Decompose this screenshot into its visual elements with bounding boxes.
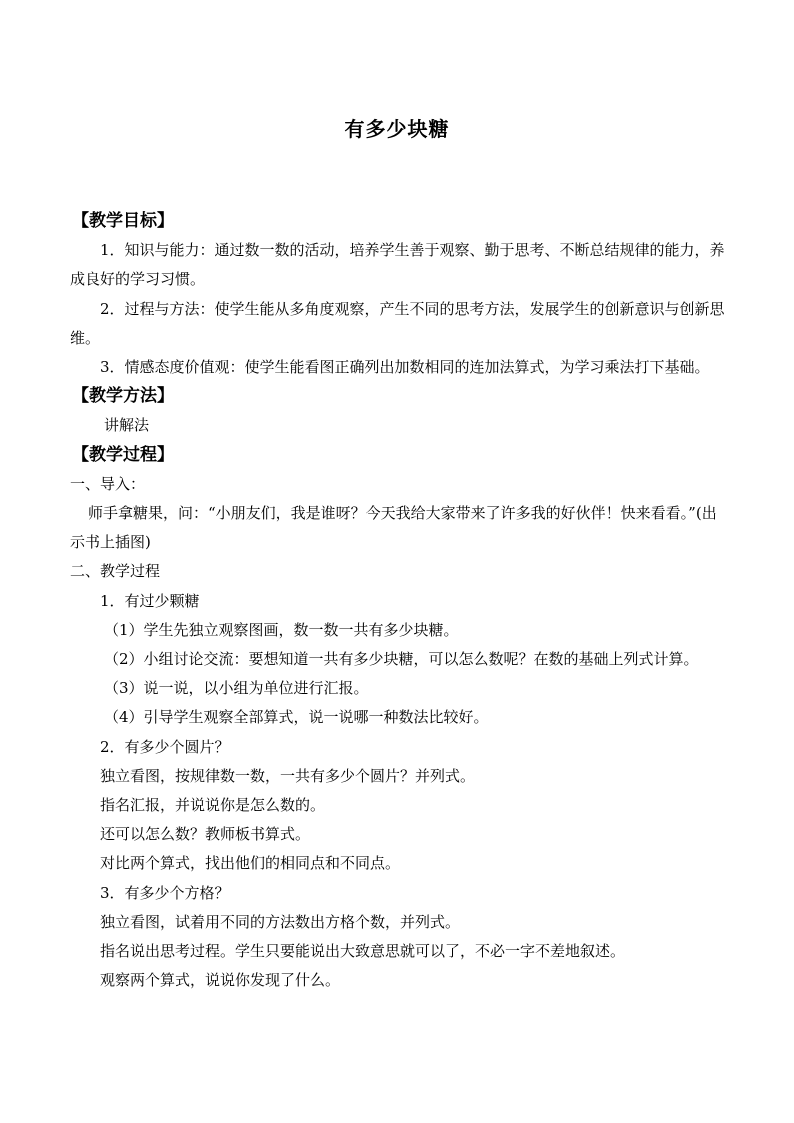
step2-item-1: 独立看图，按规律数一数，一共有多少个圆片？并列式。	[100, 766, 476, 785]
step1-item-1: （1）学生先独立观察图画，数一数一共有多少块糖。	[104, 620, 459, 639]
section-heading-methods: 【教学方法】	[72, 386, 174, 407]
step2-item-4: 对比两个算式，找出他们的相同点和不同点。	[100, 854, 401, 873]
intro-text: 师手拿糖果，问：“小朋友们，我是谁呀？今天我给大家带来了许多我的好伙伴！快来看看。”(出示书上插图)	[70, 504, 717, 552]
objective-item-2: 2．过程与方法：使学生能从多角度观察，产生不同的思考方法，发展学生的创新意识与创新思维。	[70, 299, 725, 347]
step1-item-4: （4）引导学生观察全部算式，说一说哪一种数法比较好。	[104, 708, 489, 727]
step3-title: 3．有多少个方格？	[100, 883, 230, 902]
document-body	[70, 207, 730, 995]
section-heading-process: 【教学过程】	[72, 444, 174, 465]
step2-item-2: 指名汇报，并说说你是怎么数的。	[100, 796, 326, 815]
step2-title: 2．有多少个圆片？	[100, 737, 230, 756]
step1-item-2: （2）小组讨论交流：要想知道一共有多少块糖，可以怎么数呢？在数的基础上列式计算。	[104, 650, 699, 669]
step3-item-3: 观察两个算式，说说你发现了什么。	[100, 971, 341, 990]
objective-item-3: 3．情感态度价值观：使学生能看图正确列出加数相同的连加法算式，为学习乘法打下基础。	[100, 358, 710, 377]
step1-item-3: （3）说一说，以小组为单位进行汇报。	[104, 679, 369, 698]
part2-title: 二、教学过程	[70, 562, 161, 581]
step2-item-3: 还可以怎么数？教师板书算式。	[100, 825, 311, 844]
step3-item-1: 独立看图，试着用不同的方法数出方格个数，并列式。	[100, 912, 461, 931]
document-title: 有多少块糖	[344, 117, 450, 141]
step3-item-2: 指名说出思考过程。学生只要能说出大致意思就可以了，不必一字不差地叙述。	[100, 942, 626, 961]
objective-item-1: 1．知识与能力：通过数一数的活动，培养学生善于观察、勤于思考、不断总结规律的能力，养成良好的学习习惯。	[70, 241, 725, 289]
section-heading-objectives: 【教学目标】	[72, 211, 174, 231]
methods-text: 讲解法	[104, 416, 150, 435]
step1-title: 1．有过少颗糖	[100, 591, 200, 610]
intro-title: 一、导入：	[70, 474, 146, 493]
